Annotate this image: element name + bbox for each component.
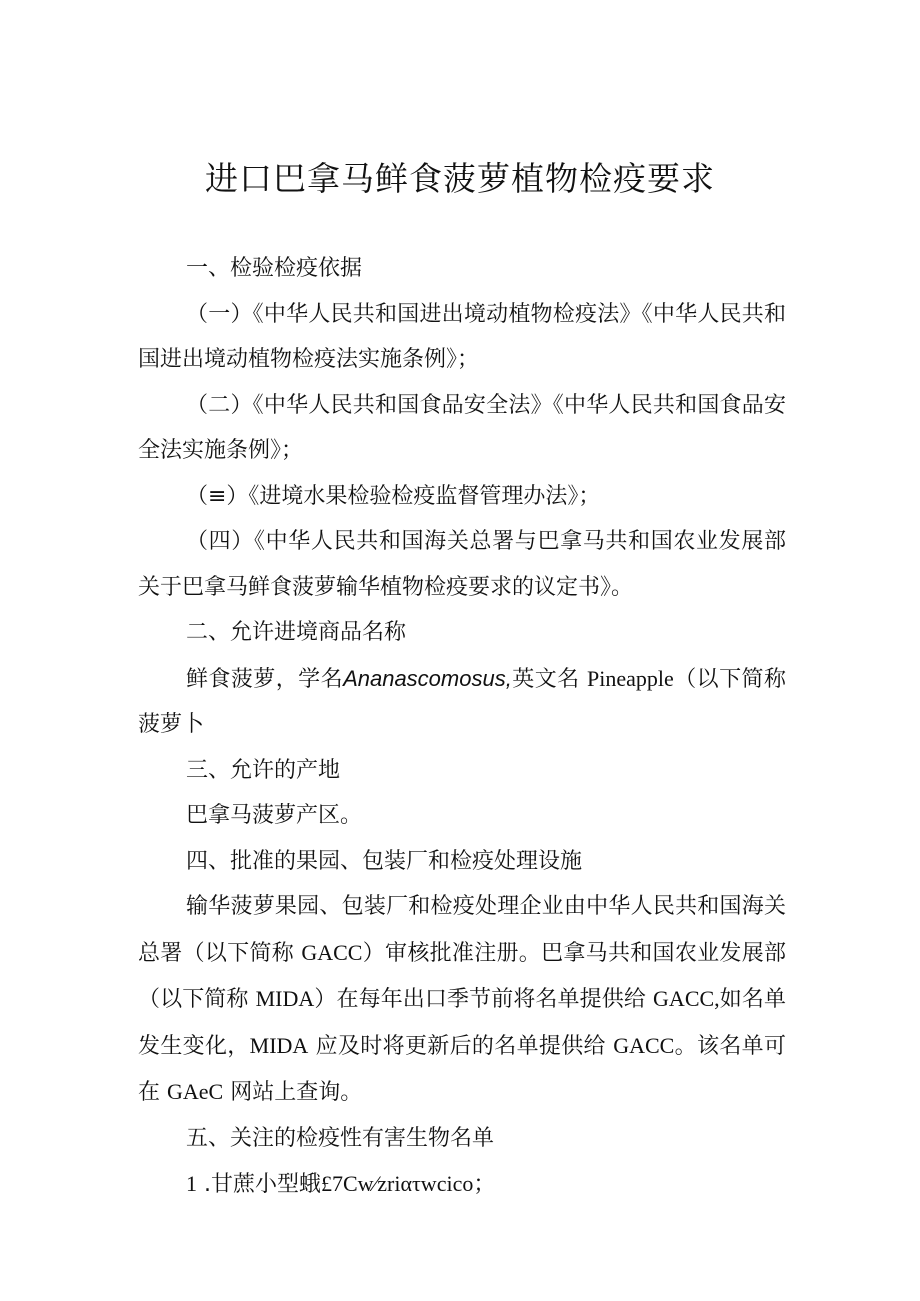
acronym-gacc: GACC, [653,986,720,1011]
basis-item-2: （二）《中华人民共和国食品安全法》《中华人民共和国食品安全法实施条例》； [138,392,786,463]
facilities-text-4: 如名单发生变化， [138,987,786,1059]
basis-item-1: （一）《中华人民共和国进出境动植物检疫法》《中华人民共和国进出境动植物检疫法实施条例》； [138,301,786,372]
basis-item-4: （四）《中华人民共和国海关总署与巴拿马共和国农业发展部关于巴拿马鲜食菠萝输华植物检疫要求的议定书》。 [138,529,786,600]
section-heading-pests: 五、关注的检疫性有害生物名单 [186,1125,495,1151]
section-heading-origin: 三、允许的产地 [186,757,341,783]
pest-item-number: 1 [186,1171,197,1196]
pest-item-latin: £7Cw⁄zriατwcico [321,1171,474,1196]
acronym-gacc: GACC [301,939,363,965]
facilities-text-3: ）在每年出口季节前将名单提供给 [314,987,646,1012]
section-heading-commodity: 二、允许进境商品名称 [186,620,407,645]
facilities-text-1: 输华菠萝果园、包装厂和检疫处理企业由中华人民共和国海关总署（以下简称 [138,894,786,966]
basis-item-3: （≡）《进境水果检验检疫监督管理办法》； [186,483,601,509]
pest-item-name: .甘蔗小型蛾 [204,1172,321,1197]
pest-item-1 [138,1161,786,1208]
scientific-name: Ananascomosus, [343,665,512,691]
document-title: 进口巴拿马鲜食菠萝植物检疫要求 [205,159,715,198]
section-heading-facilities: 四、批准的果园、包装厂和检疫处理设施 [186,848,583,874]
commodity-text-middle: 英文名 [511,666,580,692]
facilities-text-5: 应及时将更新后的名单提供给 [315,1033,606,1059]
english-name: Pineapple [587,665,674,691]
section-heading-basis: 一、检验检疫依据 [186,256,363,281]
commodity-paragraph [138,656,786,748]
origin-paragraph: 巴拿马菠萝产区。 [186,803,363,828]
pest-item-end: ； [473,1172,496,1197]
acronym-gaec: GAeC [167,1079,224,1104]
document-body [138,246,786,1208]
facilities-text-7: 网站上查询。 [230,1080,363,1105]
acronym-mida: MIDA [255,986,315,1011]
facilities-paragraph [138,884,786,1116]
acronym-gacc: GACC [613,1032,675,1058]
commodity-text-prefix: 鲜食菠萝，学名 [186,666,344,692]
acronym-mida: MIDA [249,1032,309,1058]
commodity-text-suffix: （以下简称菠萝卜 [138,666,786,737]
facilities-text-2: ）审核批准注册。巴拿马共和国农业发展部（以下简称 [138,940,786,1012]
facilities-text-6: 。该名单可在 [138,1033,786,1105]
